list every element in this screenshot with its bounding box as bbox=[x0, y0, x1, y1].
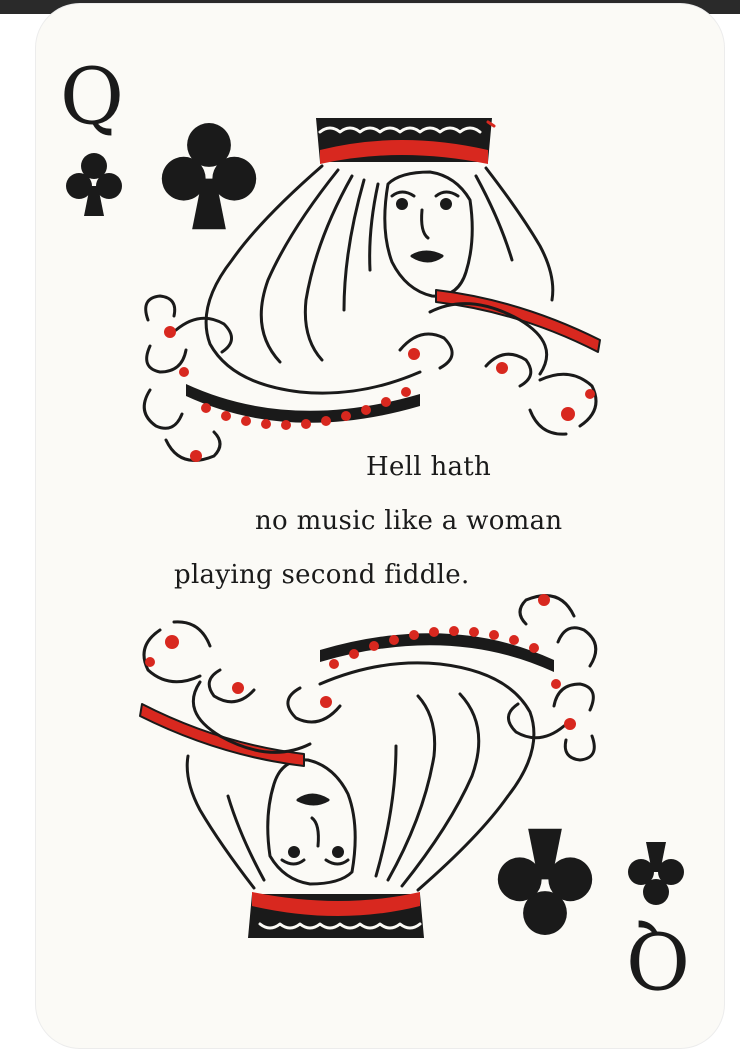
rank-index-top: Q bbox=[60, 52, 124, 142]
queen-top-figure bbox=[186, 118, 600, 423]
quote-line-3: playing second fiddle. bbox=[174, 560, 470, 590]
rank-index-bottom: Q bbox=[626, 914, 690, 1004]
scrollwork-left-top bbox=[144, 296, 231, 460]
quote-line-1: Hell hath bbox=[366, 452, 492, 482]
quote-line-2: no music like a woman bbox=[255, 506, 563, 536]
queen-face bbox=[385, 172, 472, 296]
